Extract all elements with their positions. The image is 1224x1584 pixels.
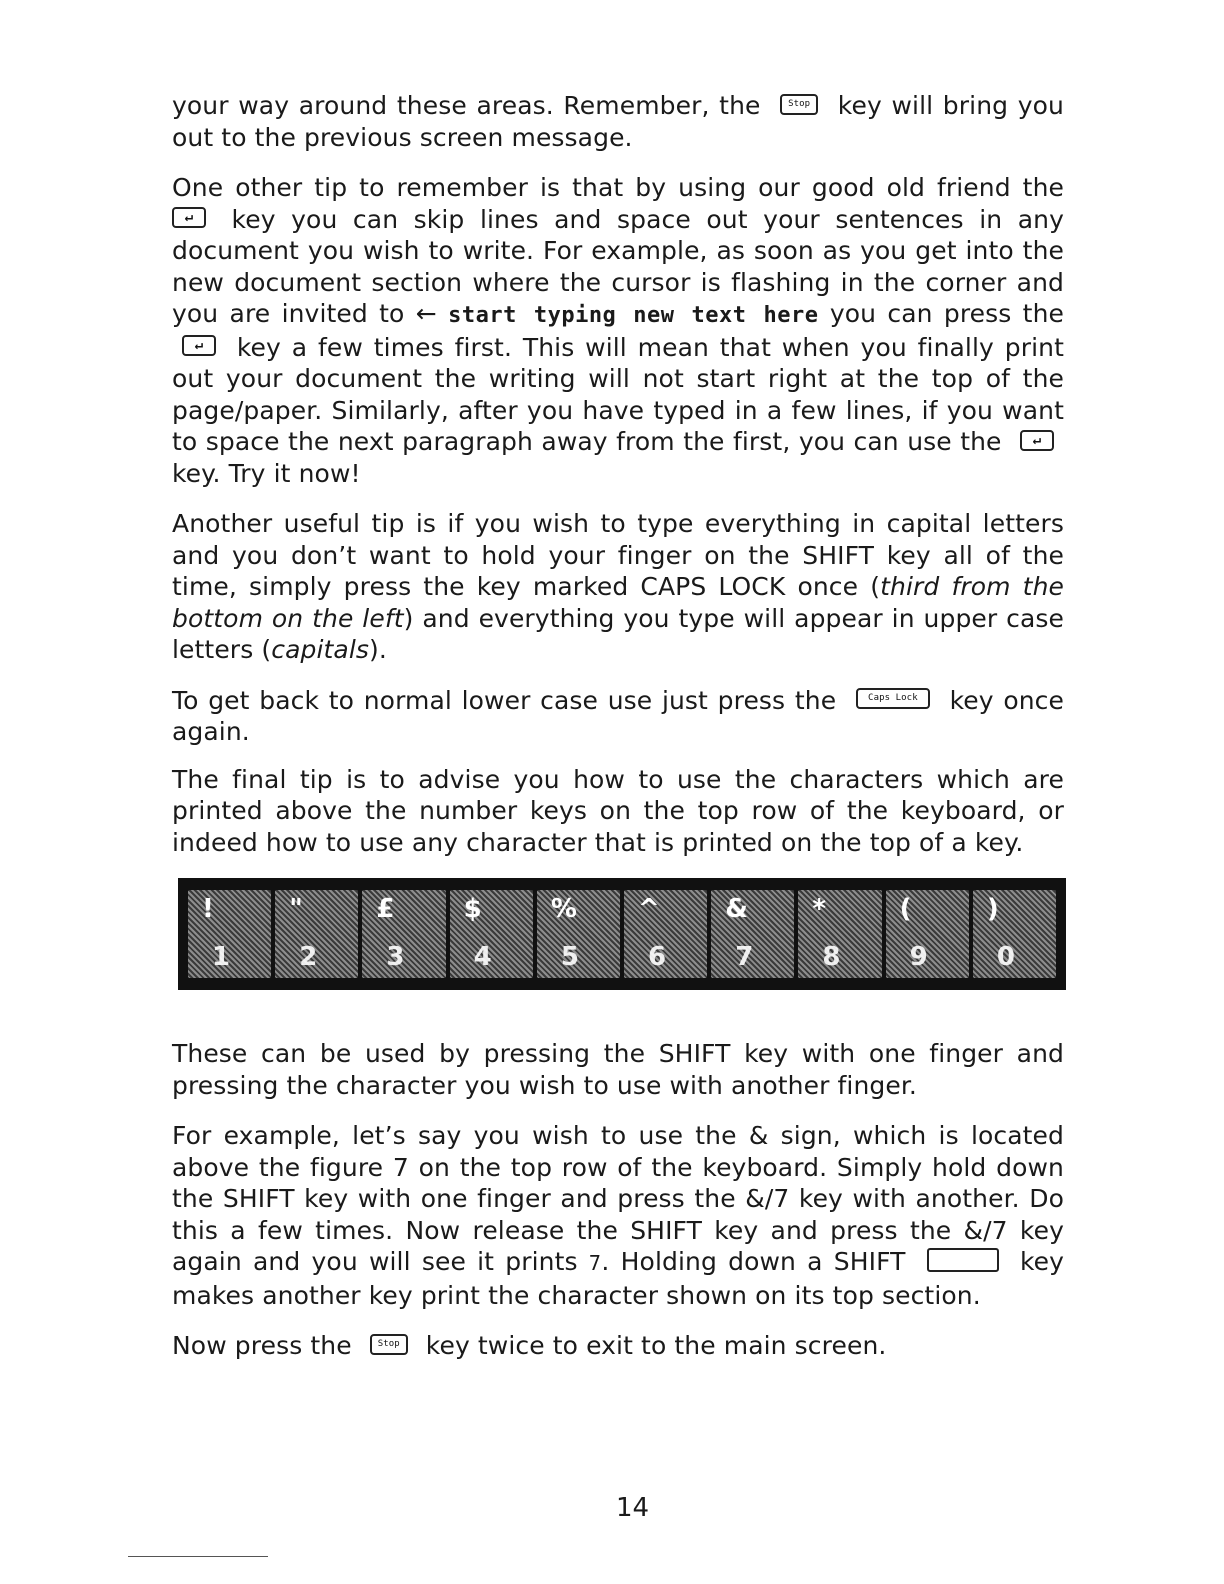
text: ). [369,635,387,664]
keyboard-key [275,890,358,978]
stop-key-icon: Stop [780,94,818,115]
return-key-icon: ↵ [182,335,216,356]
italic-text: third from the bottom on the left [172,572,1064,633]
keyboard-key [362,890,445,978]
key-top-char: ( [899,894,912,924]
text: key makes another key print the character shown on its top section. [172,1247,1065,1310]
page-body [172,90,1064,1381]
shift-key-icon [927,1248,999,1272]
key-top-char: $ [463,894,482,924]
text: . Holding down a SHIFT [601,1247,906,1276]
key-top-char: % [550,894,577,924]
key-bottom-char: 6 [648,942,667,972]
paragraph-shift-usage: These can be used by pressing the SHIFT key with one finger and pressing the character you wish to use with another finger. [172,1039,1064,1100]
paragraph-exit [172,1330,1064,1362]
code-prompt: start typing new text here [448,303,819,328]
key-bottom-char: 1 [212,942,231,972]
paragraph-final-tip: The final tip is to advise you how to use the characters which are printed above the number keys on the top row of the keyboard, or indeed how to use any character that is printed on the top of a key. [172,764,1064,857]
paragraph-lower-case [172,685,1064,748]
key-bottom-char: 9 [909,942,928,972]
key-top-char: ^ [638,894,660,924]
keyboard-key [624,890,707,978]
key-top-char: * [812,894,827,924]
key-bottom-char: 0 [996,942,1016,972]
keyboard-key [450,890,533,978]
key-top-char: & [725,894,748,924]
keyboard-key [537,890,620,978]
text: Another useful tip is if you wish to type everything in capital letters and you don’t want to hold your finger on the SHIFT key all of the time, simply press the key marked CAPS LOCK once ( [172,509,1064,601]
key-top-char: ) [986,894,999,924]
key-bottom-char: 4 [473,942,492,972]
text: key a few times first. This will mean that when you finally print out your document the writing will not start right at the top of the page/paper. Similarly, after you have typed in a few lines, if you want to space the next paragraph away from the first, you can use the [172,332,1064,456]
key-bottom-char: 8 [822,942,841,972]
keyboard-key [798,890,881,978]
keyboard-key [711,890,794,978]
caps-lock-key-icon: Caps Lock [856,688,930,709]
italic-text: capitals [271,635,369,664]
text: key will bring you out to the previous screen message. [172,91,1064,152]
key-top-char: £ [376,894,395,924]
keyboard-number-row-image [178,878,1066,990]
text: key twice to exit to the main screen. [425,1331,887,1360]
footer-rule [128,1556,268,1557]
text: key. Try it now! [172,458,361,488]
paragraph-caps-lock [172,508,1064,666]
text: To get back to normal lower case use just press the [172,685,837,715]
key-top-char: ! [202,894,214,924]
page-number: 14 [616,1493,650,1523]
key-bottom-char: 7 [735,942,754,972]
return-key-icon: ↵ [1020,430,1054,451]
return-key-icon: ↵ [172,207,206,228]
keyboard-key [886,890,969,978]
text: key once again. [172,685,1064,746]
stop-key-icon: Stop [370,1334,408,1355]
paragraph-return-tip [172,172,1064,489]
key-top-char: " [289,894,303,924]
keyboard-key [973,890,1056,978]
text: ) and everything you type will appear in upper case letters ( [172,603,1065,664]
paragraph-stop-reminder [172,90,1064,153]
key-bottom-char: 5 [560,942,580,972]
text: For example, let’s say you wish to use the & sign, which is located above the figure 7 on the top row of the keyboard. Simply hold down the SHIFT key with one finger and press the &/7 key with another. Do this a few times. Now release the SHIFT key and press the &/7 key again and you will see it prints [172,1121,1064,1276]
text: you can press the [829,299,1065,328]
text: your way around these areas. Remember, the [172,91,761,120]
key-bottom-char: 3 [386,942,405,972]
paragraph-example [172,1120,1064,1311]
printed-char: 7 [588,1251,602,1275]
key-bottom-char: 2 [299,942,318,972]
text: One other tip to remember is that by using our good old friend the [172,173,1064,202]
keyboard-key [188,890,271,978]
text: Now press the [172,1331,352,1360]
text: key you can skip lines and space out your sentences in any document you wish to write. For example, as soon as you get into the new document section where the cursor is flashing in the corner and you are invited to ← [172,204,1064,328]
